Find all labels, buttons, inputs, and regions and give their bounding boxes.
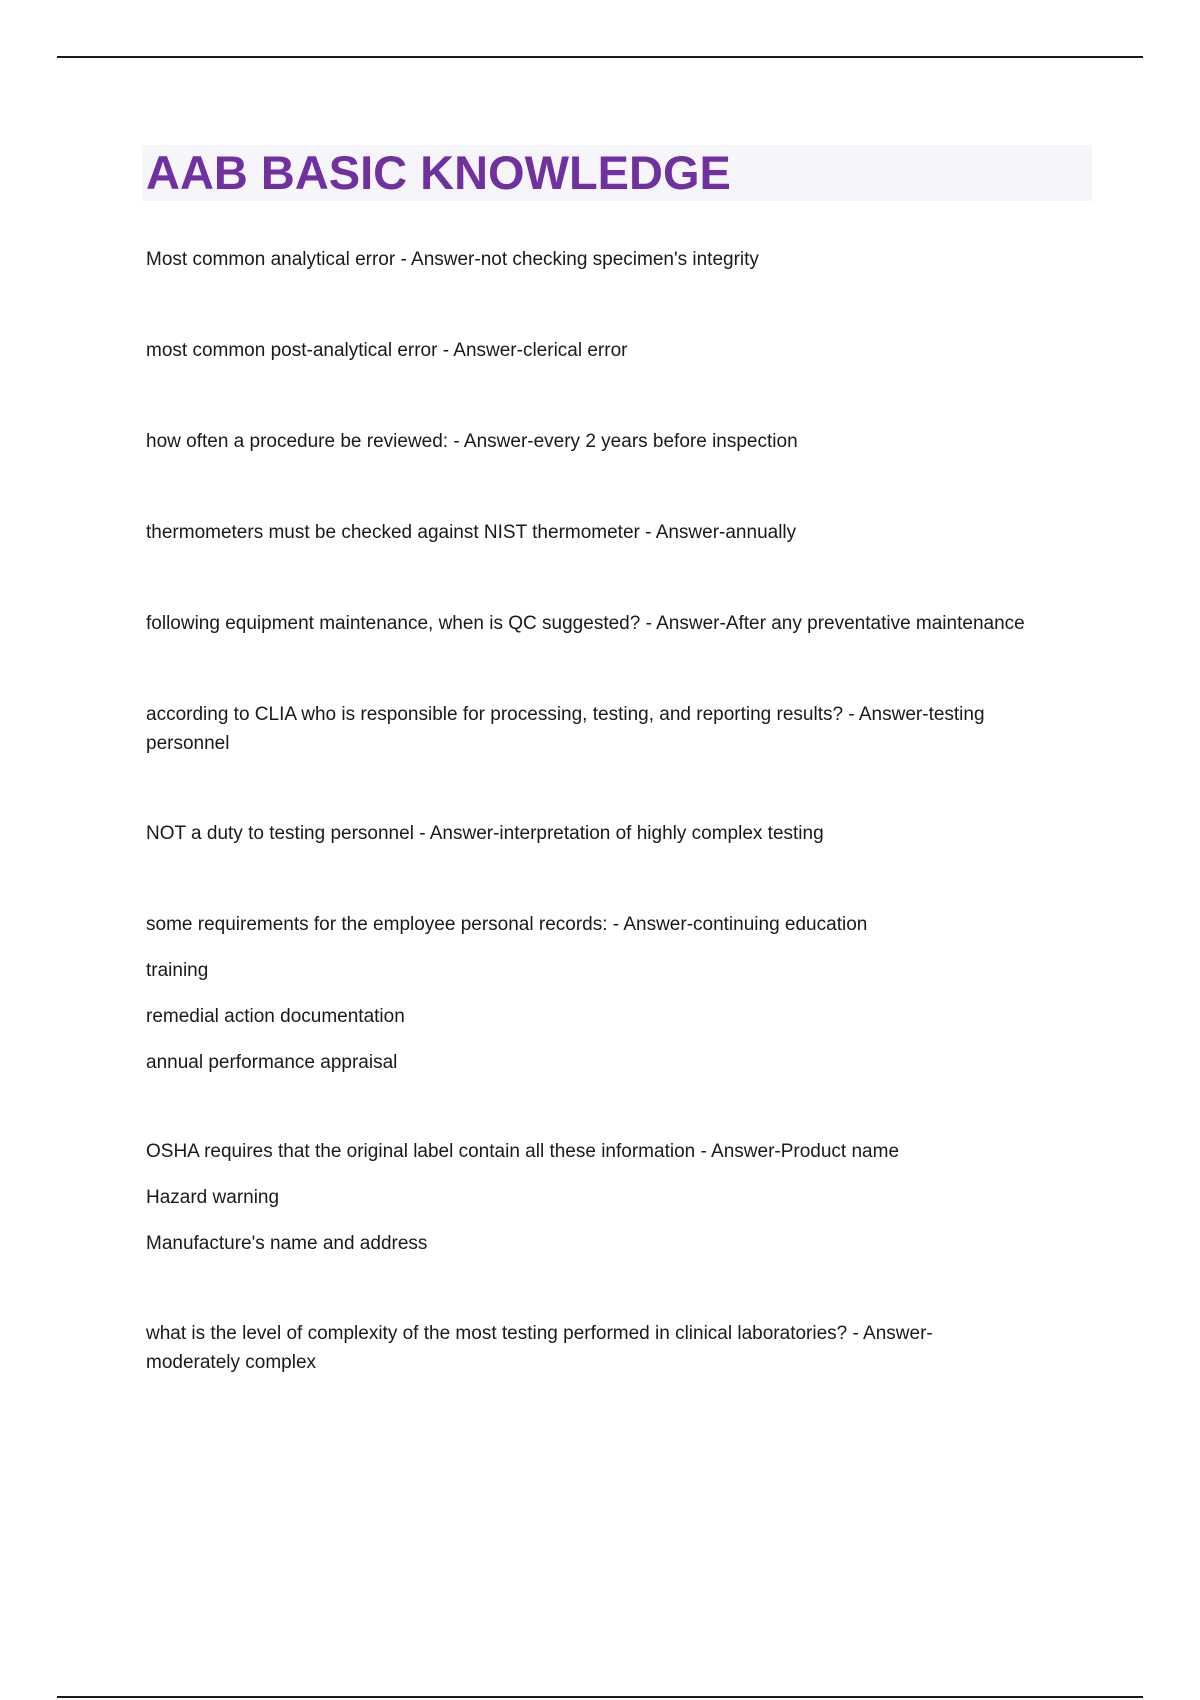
qa-item-9 bbox=[146, 1137, 1092, 1258]
qa-answer-line: Manufacture's name and address bbox=[146, 1233, 428, 1254]
qa-text: thermometers must be checked against NIST thermometer - Answer-annually bbox=[146, 522, 797, 543]
qa-item-2 bbox=[146, 336, 1092, 365]
qa-text: how often a procedure be reviewed: - Answer-every 2 years before inspection bbox=[146, 431, 798, 452]
qa-item-10 bbox=[146, 1319, 1016, 1377]
top-rule bbox=[57, 56, 1143, 58]
qa-answer-line: annual performance appraisal bbox=[146, 1052, 398, 1073]
qa-text: OSHA requires that the original label contain all these information - Answer-Product name bbox=[146, 1141, 900, 1162]
qa-text: what is the level of complexity of the most testing performed in clinical laboratories? - Answer-moderately complex bbox=[146, 1323, 933, 1373]
qa-text: Most common analytical error - Answer-not checking specimen's integrity bbox=[146, 249, 759, 270]
bottom-rule bbox=[57, 1696, 1143, 1698]
qa-item-6 bbox=[146, 700, 1046, 758]
qa-text: NOT a duty to testing personnel - Answer-interpretation of highly complex testing bbox=[146, 823, 824, 844]
page-title: AAB BASIC KNOWLEDGE bbox=[146, 146, 731, 199]
qa-item-8 bbox=[146, 910, 1092, 1077]
qa-text: most common post-analytical error - Answer-clerical error bbox=[146, 340, 628, 361]
qa-item-7 bbox=[146, 819, 1092, 848]
qa-answer-line: remedial action documentation bbox=[146, 1006, 405, 1027]
qa-text: according to CLIA who is responsible for processing, testing, and reporting results? - Answer-testing personnel bbox=[146, 704, 985, 754]
qa-answer-line: training bbox=[146, 960, 209, 981]
qa-item-3 bbox=[146, 427, 1092, 456]
qa-item-1 bbox=[146, 245, 1092, 274]
qa-text: following equipment maintenance, when is QC suggested? - Answer-After any preventative maintenance bbox=[146, 613, 1025, 634]
qa-item-5 bbox=[146, 609, 1092, 638]
qa-answer-line: Hazard warning bbox=[146, 1187, 280, 1208]
qa-text: some requirements for the employee personal records: - Answer-continuing education bbox=[146, 914, 868, 935]
qa-item-4 bbox=[146, 518, 1092, 547]
